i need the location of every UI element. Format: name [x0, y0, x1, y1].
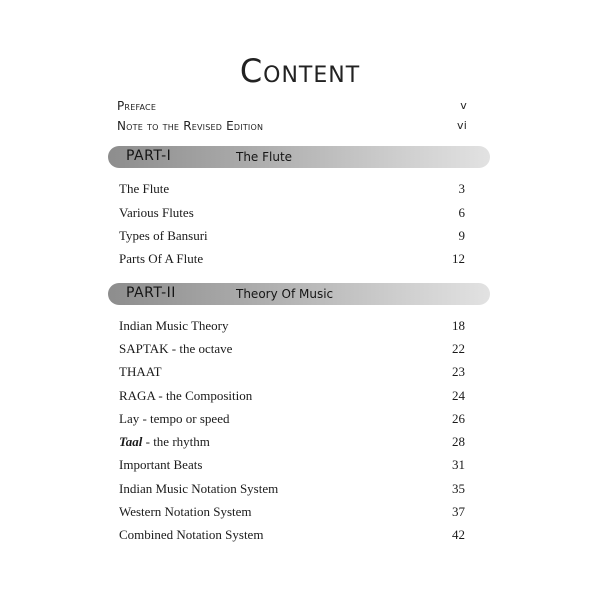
page-title: Content [239, 52, 361, 90]
toc-entry[interactable] [119, 250, 465, 268]
entry-page: 3 [458, 181, 465, 196]
entry-label: SAPTAK - the octave [119, 341, 233, 356]
toc-entry[interactable] [119, 204, 465, 222]
part-title: The Flute [236, 150, 293, 164]
entry-label: RAGA - the Composition [119, 388, 253, 403]
entry-label [119, 433, 210, 451]
entry-page: 26 [452, 411, 465, 426]
part-number: PART-II [126, 285, 176, 301]
entry-page: 9 [458, 228, 465, 243]
entry-label: Combined Notation System [119, 527, 264, 542]
entry-label: Important Beats [119, 457, 203, 472]
toc-entry[interactable] [119, 227, 465, 245]
entry-label: Preface [117, 99, 157, 113]
entry-page: vi [457, 119, 467, 132]
entry-label: THAAT [119, 364, 162, 379]
entry-label: Parts Of A Flute [119, 251, 204, 266]
toc-entry[interactable] [119, 340, 465, 358]
part-number: PART-I [126, 148, 172, 164]
part-title: Theory Of Music [236, 287, 334, 301]
entry-page: 24 [452, 388, 465, 403]
entry-label-emphasis: Taal [119, 434, 143, 449]
entry-page: 31 [452, 457, 465, 472]
entry-page: 42 [452, 527, 465, 542]
entry-page: 37 [452, 504, 465, 519]
entry-label: Lay - tempo or speed [119, 411, 230, 426]
entry-label: The Flute [119, 181, 170, 196]
toc-entry[interactable] [119, 363, 465, 381]
entry-label: Indian Music Notation System [119, 481, 279, 496]
part-header-band [108, 283, 490, 305]
front-matter-preface[interactable] [117, 99, 467, 113]
toc-entry[interactable] [119, 456, 465, 474]
toc-entry[interactable] [119, 180, 465, 198]
entry-page: 28 [452, 434, 465, 449]
entry-label: Western Notation System [119, 504, 252, 519]
entry-page: 23 [452, 364, 465, 379]
entry-page: 22 [452, 341, 465, 356]
toc-entry[interactable] [119, 503, 465, 521]
entry-page: 12 [452, 251, 465, 266]
entry-page: 6 [458, 205, 465, 220]
entry-page: 35 [452, 481, 465, 496]
toc-entry[interactable] [119, 526, 465, 544]
part-header-band [108, 146, 490, 168]
entry-page: v [460, 99, 467, 112]
toc-entry[interactable] [119, 387, 465, 405]
entry-label-rest: - the rhythm [142, 434, 210, 449]
toc-entry[interactable] [119, 433, 465, 451]
front-matter-revised-edition[interactable] [117, 119, 467, 133]
entry-label: Indian Music Theory [119, 318, 229, 333]
entry-page: 18 [452, 318, 465, 333]
toc-entry[interactable] [119, 410, 465, 428]
toc-entry[interactable] [119, 317, 465, 335]
entry-label: Types of Bansuri [119, 228, 208, 243]
entry-label: Note to the Revised Edition [117, 119, 264, 133]
entry-label: Various Flutes [119, 205, 194, 220]
toc-entry[interactable] [119, 480, 465, 498]
